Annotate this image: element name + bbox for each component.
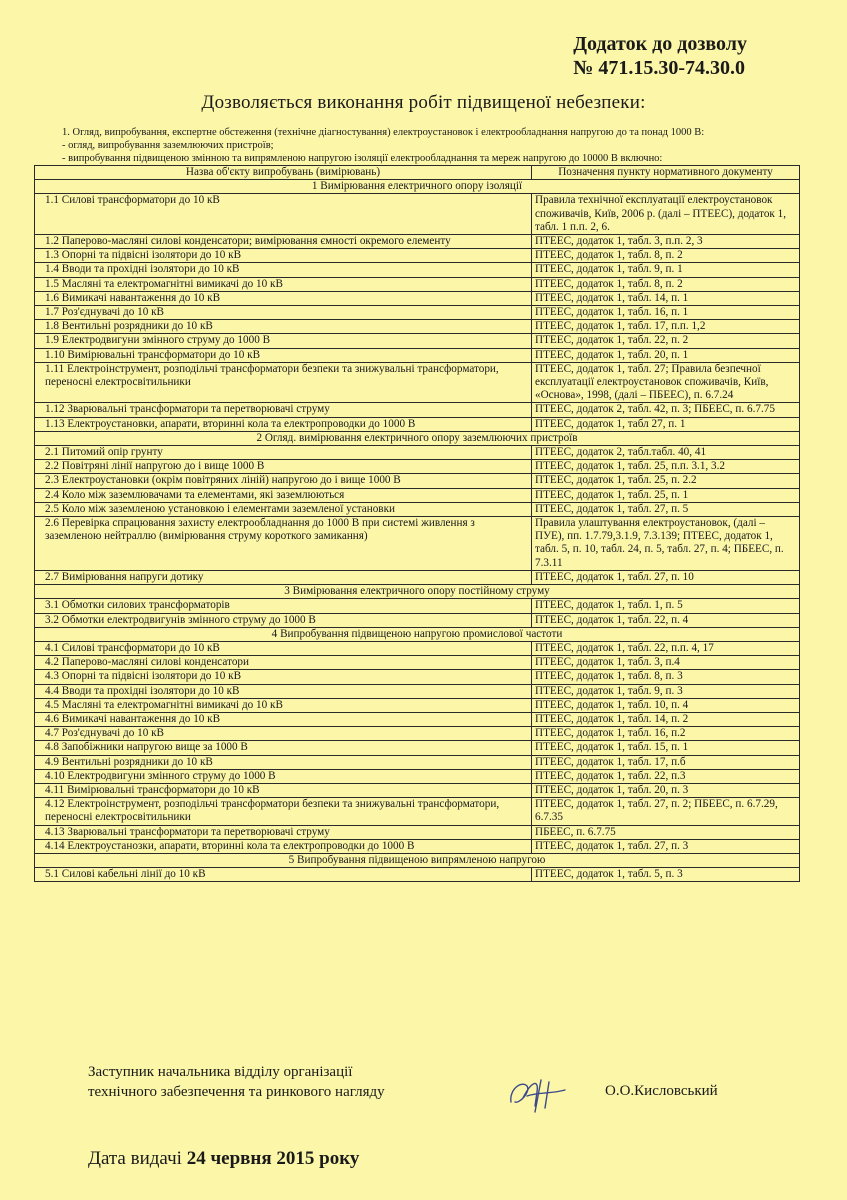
object-name-cell: 1.1 Силові трансформатори до 10 кВ: [35, 194, 532, 235]
reference-cell: ПТЕЕС, додаток 1, табл. 9, п. 1: [532, 263, 800, 277]
reference-cell: ПТЕЕС, додаток 1, табл. 20, п. 3: [532, 783, 800, 797]
table-row: [35, 698, 800, 712]
object-name-cell: 2.5 Коло між заземленою установкою і елементами заземленої установки: [35, 502, 532, 516]
issue-date-label: Дата видачі: [88, 1148, 182, 1169]
object-name-cell: 1.7 Роз'єднувачі до 10 кВ: [35, 306, 532, 320]
table-row: [35, 334, 800, 348]
reference-cell: ПТЕЕС, додаток 1, табл. 27, п. 3: [532, 839, 800, 853]
table-row: [35, 502, 800, 516]
object-name-cell: 4.1 Силові трансформатори до 10 кВ: [35, 641, 532, 655]
table-row: [35, 613, 800, 627]
section-title: 1 Вимірювання електричного опору ізоляції: [35, 180, 800, 194]
table-row: [35, 798, 800, 825]
works-table: [34, 165, 800, 882]
table-row: [35, 783, 800, 797]
table-section-row: [35, 627, 800, 641]
section-title: 3 Вимірювання електричного опору постійному струму: [35, 585, 800, 599]
table-row: [35, 570, 800, 584]
reference-cell: ПТЕЕС, додаток 1, табл. 14, п. 2: [532, 712, 800, 726]
object-name-cell: 4.5 Масляні та електромагнітні вимикачі до 10 кВ: [35, 698, 532, 712]
reference-cell: ПТЕЕС, додаток 1, табл. 25, п. 1: [532, 488, 800, 502]
object-name-cell: 5.1 Силові кабельні лінії до 10 кВ: [35, 868, 532, 882]
object-name-cell: 4.8 Запобіжники напругою вище за 1000 В: [35, 741, 532, 755]
object-name-cell: 1.4 Вводи та прохідні ізолятори до 10 кВ: [35, 263, 532, 277]
object-name-cell: 2.7 Вимірювання напруги дотику: [35, 570, 532, 584]
reference-cell: ПТЕЕС, додаток 1, табл. 3, п.4: [532, 656, 800, 670]
reference-cell: ПТЕЕС, додаток 1, табл. 8, п. 3: [532, 670, 800, 684]
reference-cell: ПТЕЕС, додаток 1, табл. 5, п. 3: [532, 868, 800, 882]
appendix-title: Додаток до дозволу: [573, 33, 747, 55]
object-name-cell: 4.11 Вимірювальні трансформатори до 10 кВ: [35, 783, 532, 797]
object-name-cell: 1.5 Масляні та електромагнітні вимикачі до 10 кВ: [35, 277, 532, 291]
reference-cell: ПТЕЕС, додаток 1, табл. 15, п. 1: [532, 741, 800, 755]
table-section-row: [35, 585, 800, 599]
table-row: [35, 235, 800, 249]
reference-cell: ПТЕЕС, додаток 1, табл. 8, п. 2: [532, 277, 800, 291]
object-name-cell: 3.2 Обмотки електродвигунів змінного струму до 1000 В: [35, 613, 532, 627]
column-header-reference: Позначення пункту нормативного документу: [532, 166, 800, 180]
object-name-cell: 2.3 Електроустановки (окрім повітряних ліній) напругою до і вище 1000 В: [35, 474, 532, 488]
table-row: [35, 670, 800, 684]
table-row: [35, 868, 800, 882]
table-row: [35, 263, 800, 277]
reference-cell: ПТЕЕС, додаток 1, табл. 27, п. 2; ПБЕЕС, п. 6.7.29, 6.7.35: [532, 798, 800, 825]
page-title: Дозволяється виконання робіт підвищеної небезпеки:: [201, 92, 646, 113]
table-section-row: [35, 853, 800, 867]
object-name-cell: 2.6 Перевірка спрацювання захисту електрообладнання до 1000 В при системі живлення з заземленою нейтраллю (вимірювання струму короткого замикання): [35, 517, 532, 571]
table-row: [35, 727, 800, 741]
reference-cell: ПТЕЕС, додаток 1, табл. 27, п. 5: [532, 502, 800, 516]
signer-position-line: Заступник начальника відділу організації: [88, 1064, 353, 1080]
table-row: [35, 348, 800, 362]
intro-line: - випробування підвищеною змінною та випрямленою напругою ізоляції електрообладнання та мереж напругою до 10000 В включно:: [62, 153, 663, 164]
table-row: [35, 488, 800, 502]
table-row: [35, 249, 800, 263]
table-row: [35, 417, 800, 431]
reference-cell: Правила улаштування електроустановок, (далі – ПУЕ), пп. 1.7.79,3.1.9, 7.3.139; ПТЕЕС, додаток 1, табл. 5, п. 10, табл. 24, п. 5, табл. 27, п. 4; ПБЕЕС, п. 7.3.11: [532, 517, 800, 571]
table-row: [35, 291, 800, 305]
signer-position: [88, 1062, 385, 1102]
reference-cell: ПТЕЕС, додаток 1, табл. 25, п. 2.2: [532, 474, 800, 488]
table-row: [35, 403, 800, 417]
table-row: [35, 362, 800, 403]
reference-cell: ПТЕЕС, додаток 1, табл. 1, п. 5: [532, 599, 800, 613]
reference-cell: ПТЕЕС, додаток 2, табл.табл. 40, 41: [532, 446, 800, 460]
section-title: 2 Огляд. вимірювання електричного опору заземлюючих пристроїв: [35, 431, 800, 445]
intro-text: [62, 126, 802, 165]
object-name-cell: 4.2 Паперово-масляні силові конденсатори: [35, 656, 532, 670]
reference-cell: ПТЕЕС, додаток 1, табл. 27, п. 10: [532, 570, 800, 584]
permit-number: № 471.15.30-74.30.0: [573, 57, 745, 79]
reference-cell: ПТЕЕС, додаток 1, табл. 10, п. 4: [532, 698, 800, 712]
column-header-object: Назва об'єкту випробувань (вимірювань): [35, 166, 532, 180]
reference-cell: ПТЕЕС, додаток 1, табл 27, п. 1: [532, 417, 800, 431]
table-row: [35, 825, 800, 839]
table-header-row: [35, 166, 800, 180]
object-name-cell: 4.7 Роз'єднувачі до 10 кВ: [35, 727, 532, 741]
signer-name: О.О.Кисловський: [605, 1083, 718, 1099]
handwritten-signature: [505, 1072, 575, 1114]
object-name-cell: 4.12 Електроінструмент, розподільчі трансформатори безпеки та знижувальні трансформатори, переносні електросвітильники: [35, 798, 532, 825]
reference-cell: Правила технічної експлуатації електроустановок споживачів, Київ, 2006 р. (далі – ПТЕЕС), додаток 1, табл. 1 п.п. 2, 6.: [532, 194, 800, 235]
object-name-cell: 1.8 Вентильні розрядники до 10 кВ: [35, 320, 532, 334]
table-section-row: [35, 431, 800, 445]
object-name-cell: 4.14 Електроустанозки, апарати, вторинні кола та електропроводки до 1000 В: [35, 839, 532, 853]
issue-date: [88, 1148, 359, 1170]
table-row: [35, 277, 800, 291]
intro-line: - огляд, випробування заземлюючих пристроїв;: [62, 140, 274, 151]
object-name-cell: 1.10 Вимірювальні трансформатори до 10 кВ: [35, 348, 532, 362]
reference-cell: ПТЕЕС, додаток 1, табл. 14, п. 1: [532, 291, 800, 305]
reference-cell: ПТЕЕС, додаток 1, табл. 20, п. 1: [532, 348, 800, 362]
reference-cell: ПТЕЕС, додаток 1, табл. 9, п. 3: [532, 684, 800, 698]
table-row: [35, 599, 800, 613]
section-title: 4 Випробування підвищеною напругою промислової частоти: [35, 627, 800, 641]
table-row: [35, 306, 800, 320]
reference-cell: ПБЕЕС, п. 6.7.75: [532, 825, 800, 839]
object-name-cell: 4.10 Електродвигуни змінного струму до 1000 В: [35, 769, 532, 783]
intro-line: 1. Огляд, випробування, експертне обстеження (технічне діагностування) електроустановок і електрообладнання напругою до та понад 1000 В:: [62, 127, 705, 138]
object-name-cell: 1.2 Паперово-масляні силові конденсатори; вимірювання ємності окремого елементу: [35, 235, 532, 249]
object-name-cell: 1.6 Вимикачі навантаження до 10 кВ: [35, 291, 532, 305]
reference-cell: ПТЕЕС, додаток 1, табл. 22, п. 4: [532, 613, 800, 627]
appendix-header: [573, 32, 747, 80]
reference-cell: ПТЕЕС, додаток 1, табл. 25, п.п. 3.1, 3.2: [532, 460, 800, 474]
object-name-cell: 4.3 Опорні та підвісні ізолятори до 10 кВ: [35, 670, 532, 684]
reference-cell: ПТЕЕС, додаток 1, табл. 16, п. 1: [532, 306, 800, 320]
table-row: [35, 769, 800, 783]
table-body: [35, 180, 800, 882]
table-row: [35, 474, 800, 488]
table-row: [35, 684, 800, 698]
object-name-cell: 4.6 Вимикачі навантаження до 10 кВ: [35, 712, 532, 726]
issue-date-value: 24 червня 2015 року: [186, 1148, 360, 1169]
reference-cell: ПТЕЕС, додаток 1, табл. 27; Правила безпечної експлуатації електроустановок споживачів, Київ, «Основа», 1998, (далі – ПБЕЕС), п. 6.7.24: [532, 362, 800, 403]
object-name-cell: 4.13 Зварювальні трансформатори та перетворювачі струму: [35, 825, 532, 839]
table-row: [35, 320, 800, 334]
table-row: [35, 839, 800, 853]
reference-cell: ПТЕЕС, додаток 1, табл. 17, п.б: [532, 755, 800, 769]
table-row: [35, 517, 800, 571]
reference-cell: ПТЕЕС, додаток 1, табл. 22, п.3: [532, 769, 800, 783]
signer-position-line: технічного забезпечення та ринкового нагляду: [88, 1084, 385, 1100]
table-row: [35, 712, 800, 726]
reference-cell: ПТЕЕС, додаток 1, табл. 22, п.п. 4, 17: [532, 641, 800, 655]
section-title: 5 Випробування підвищеною випрямленою напругою: [35, 853, 800, 867]
table-row: [35, 755, 800, 769]
table-row: [35, 194, 800, 235]
object-name-cell: 1.12 Зварювальні трансформатори та перетворювачі струму: [35, 403, 532, 417]
table-section-row: [35, 180, 800, 194]
reference-cell: ПТЕЕС, додаток 1, табл. 22, п. 2: [532, 334, 800, 348]
table-row: [35, 741, 800, 755]
table-row: [35, 460, 800, 474]
object-name-cell: 2.2 Повітряні лінії напругою до і вище 1000 В: [35, 460, 532, 474]
table-row: [35, 446, 800, 460]
table-row: [35, 656, 800, 670]
reference-cell: ПТЕЕС, додаток 1, табл. 17, п.п. 1,2: [532, 320, 800, 334]
object-name-cell: 3.1 Обмотки силових трансформаторів: [35, 599, 532, 613]
object-name-cell: 1.13 Електроустановки, апарати, вторинні кола та електропроводки до 1000 В: [35, 417, 532, 431]
reference-cell: ПТЕЕС, додаток 2, табл. 42, п. 3; ПБЕЕС, п. 6.7.75: [532, 403, 800, 417]
reference-cell: ПТЕЕС, додаток 1, табл. 8, п. 2: [532, 249, 800, 263]
reference-cell: ПТЕЕС, додаток 1, табл. 16, п.2: [532, 727, 800, 741]
table-row: [35, 641, 800, 655]
object-name-cell: 1.9 Електродвигуни змінного струму до 1000 В: [35, 334, 532, 348]
reference-cell: ПТЕЕС, додаток 1, табл. 3, п.п. 2, 3: [532, 235, 800, 249]
object-name-cell: 1.3 Опорні та підвісні ізолятори до 10 кВ: [35, 249, 532, 263]
object-name-cell: 1.11 Електроінструмент, розподільчі трансформатори безпеки та знижувальні трансформатори, переносні електросвітильники: [35, 362, 532, 403]
object-name-cell: 2.4 Коло між заземлювачами та елементами, які заземлюються: [35, 488, 532, 502]
object-name-cell: 4.9 Вентильні розрядники до 10 кВ: [35, 755, 532, 769]
object-name-cell: 2.1 Питомий опір грунту: [35, 446, 532, 460]
object-name-cell: 4.4 Вводи та прохідні ізолятори до 10 кВ: [35, 684, 532, 698]
